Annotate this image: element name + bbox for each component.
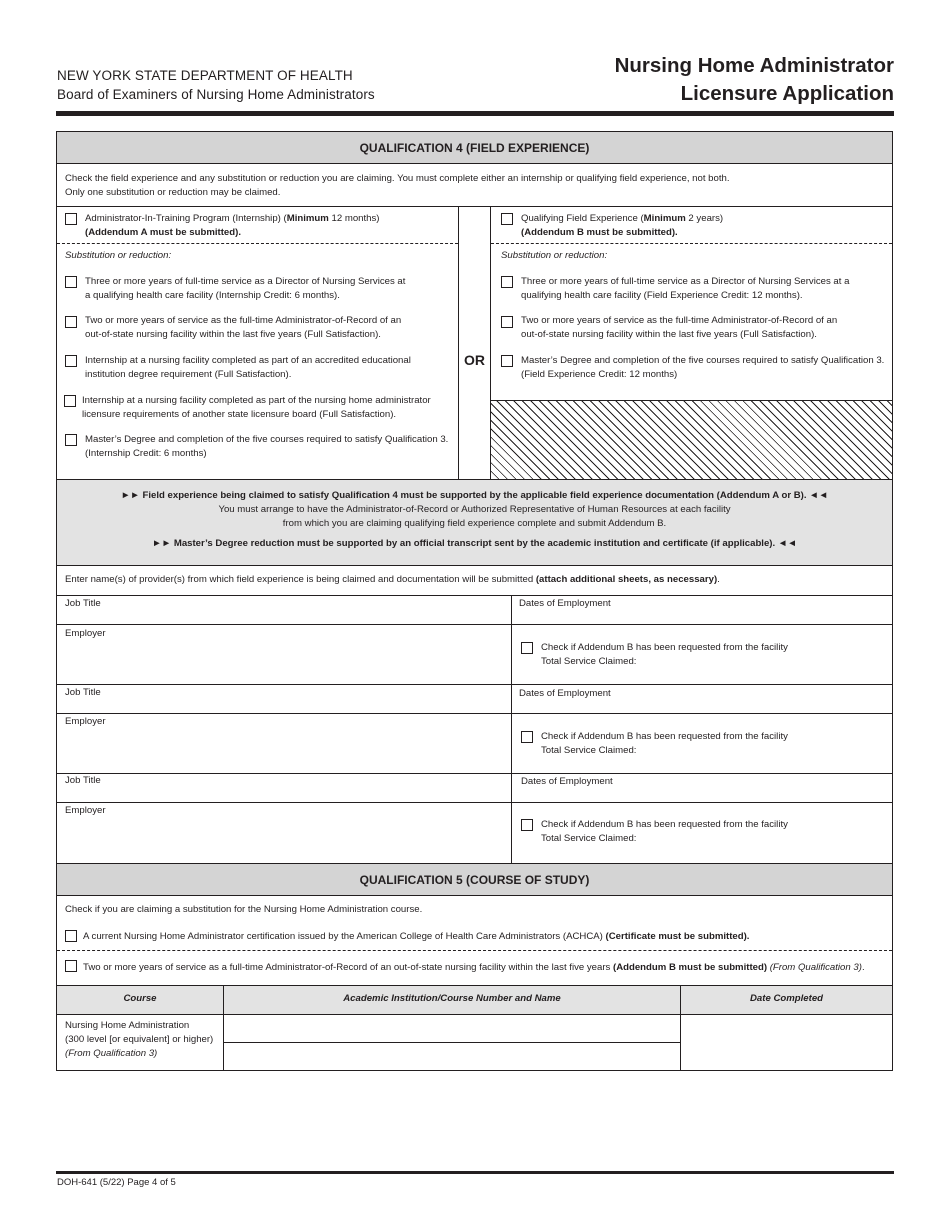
right-subst-checkbox-1[interactable] [501, 276, 513, 288]
board-name: Board of Examiners of Nursing Home Administrators [57, 87, 375, 102]
option-line: Three or more years of full-time service as a Director of Nursing Services at a [521, 276, 850, 287]
job-title-label: Job Title [65, 598, 101, 609]
addendum-b-text [541, 730, 788, 758]
hatched-na-area [491, 400, 892, 479]
note-arrange [57, 503, 892, 531]
left-subst-option-4 [82, 394, 431, 422]
right-subst-option-1 [521, 275, 849, 303]
note-line: You must arrange to have the Administrator-of-Record or Authorized Representative of Human Resources at each facility [218, 504, 731, 515]
oos-text: Two or more years of service as a full-time Administrator-of-Record of an out-of-state nursing facility within the last five years [83, 962, 613, 973]
agency-block [57, 66, 375, 104]
out-of-state-option [83, 961, 865, 975]
q4-heading [57, 132, 892, 164]
right-subst-checkbox-2[interactable] [501, 316, 513, 328]
option-line: out-of-state nursing facility within the last five years (Full Satisfaction). [521, 329, 817, 340]
form-title-line1: Nursing Home Administrator [614, 54, 894, 77]
col-institution: Academic Institution/Course Number and Name [343, 993, 561, 1004]
addendum-b-text [541, 641, 788, 669]
addendum-b-checkbox[interactable] [521, 642, 533, 654]
institution-field-1[interactable] [224, 1015, 680, 1042]
employer-label: Employer [65, 716, 106, 727]
col-date-completed: Date Completed [749, 993, 824, 1004]
left-subst-option-3 [85, 354, 411, 382]
addendum-check-label: Check if Addendum B has been requested from the facility [541, 642, 788, 653]
note-field-experience: ►► Field experience being claimed to satisfy Qualification 4 must be supported by the applicable field experience documentation (Addendum A or B). ◄◄ [120, 490, 829, 501]
option-line: a qualifying health care facility (Internship Credit: 6 months). [85, 290, 340, 301]
internship-checkbox[interactable] [65, 213, 77, 225]
left-subst-option-2 [85, 314, 401, 342]
option-line: Internship at a nursing facility completed as part of the nursing home administrator [82, 395, 431, 406]
providers-text: Enter name(s) of provider(s) from which field experience is being claimed and documentation will be submitted [65, 574, 536, 585]
divider [57, 595, 892, 596]
form-title [615, 52, 894, 108]
addendum-b-checkbox[interactable] [521, 731, 533, 743]
q5-heading [57, 863, 892, 896]
employer-label: Employer [65, 805, 106, 816]
addendum-b-checkbox[interactable] [521, 819, 533, 831]
institution-field-2[interactable] [224, 1043, 680, 1070]
job-title-label: Job Title [65, 775, 101, 786]
option-line: Master’s Degree and completion of the five courses required to satisfy Qualification 3. [521, 355, 885, 366]
course-line: (From Qualification 3) [65, 1048, 158, 1059]
form-id: DOH-641 (5/22) Page 4 of 5 [57, 1177, 176, 1188]
providers-instruction [65, 573, 720, 587]
left-subst-checkbox-5[interactable] [65, 434, 77, 446]
date-completed-field[interactable] [681, 1015, 892, 1070]
right-subst-option-3 [521, 354, 884, 382]
divider [57, 206, 892, 207]
addendum-check-label: Check if Addendum B has been requested from the facility [541, 731, 788, 742]
left-subst-label: Substitution or reduction: [65, 250, 172, 261]
total-service-label: Total Service Claimed: [541, 656, 637, 667]
q4-instructions [65, 172, 885, 200]
option-line: out-of-state nursing facility within the last five years (Full Satisfaction). [85, 329, 381, 340]
col-course: Course [123, 993, 157, 1004]
internship-text-b: Minimum [286, 213, 329, 224]
achca-option [83, 930, 749, 944]
out-of-state-checkbox[interactable] [65, 960, 77, 972]
addendum-b-text [541, 818, 788, 846]
option-line: qualifying health care facility (Field Experience Credit: 12 months). [521, 290, 803, 301]
achca-bold: (Certificate must be submitted). [605, 931, 750, 942]
dates-label: Dates of Employment [521, 776, 613, 787]
left-subst-checkbox-1[interactable] [65, 276, 77, 288]
option-line: licensure requirements of another state licensure board (Full Satisfaction). [82, 409, 397, 420]
option-line: (Field Experience Credit: 12 months) [521, 369, 678, 380]
divider [57, 684, 892, 685]
dates-label: Dates of Employment [519, 688, 611, 699]
dates-label: Dates of Employment [519, 598, 611, 609]
q5-check-intro: Check if you are claiming a substitution for the Nursing Home Administration course. [65, 904, 423, 915]
header-rule [56, 111, 894, 116]
dashed-divider [491, 243, 892, 244]
note-masters: ►► Master’s Degree reduction must be supported by an official transcript sent by the academic institution and certificate (if applicable). ◄◄ [152, 538, 797, 549]
right-subst-label: Substitution or reduction: [501, 250, 608, 261]
oos-italic: (From Qualification 3) [767, 962, 862, 973]
fe-text-a: Qualifying Field Experience ( [521, 213, 644, 224]
oos-bold: (Addendum B must be submitted) [613, 962, 768, 973]
internship-text-c: 12 months) [328, 213, 380, 224]
achca-checkbox[interactable] [65, 930, 77, 942]
employer-label: Employer [65, 628, 106, 639]
fe-text-c: 2 years) [685, 213, 724, 224]
agency-name: NEW YORK STATE DEPARTMENT OF HEALTH [57, 68, 353, 83]
footer-rule [56, 1171, 894, 1174]
field-experience-option [521, 212, 723, 240]
total-service-label: Total Service Claimed: [541, 745, 637, 756]
course-line: (300 level [or equivalent] or higher) [65, 1034, 214, 1045]
fe-text-b: Minimum [643, 213, 686, 224]
q4-instr-line2: Only one substitution or reduction may be claimed. [65, 187, 281, 198]
or-col-left-line [458, 207, 459, 479]
course-nha [65, 1019, 213, 1061]
left-subst-checkbox-2[interactable] [65, 316, 77, 328]
option-line: (Internship Credit: 6 months) [85, 448, 207, 459]
addendum-check-label: Check if Addendum B has been requested from the facility [541, 819, 788, 830]
option-line: Two or more years of service as the full-time Administrator-of-Record of an [521, 315, 838, 326]
q5-heading-text: QUALIFICATION 5 (COURSE OF STUDY) [359, 872, 590, 887]
internship-text-a: Administrator-In-Training Program (Internship) ( [85, 213, 287, 224]
dashed-divider [57, 950, 892, 951]
left-subst-checkbox-3[interactable] [65, 355, 77, 367]
internship-addendum: (Addendum A must be submitted). [85, 227, 241, 238]
option-line: institution degree requirement (Full Satisfaction). [85, 369, 292, 380]
internship-option [85, 212, 380, 240]
q4-instr-line1: Check the field experience and any substitution or reduction you are claiming. You must complete either an internship or qualifying field experience, not both. [65, 173, 730, 184]
divider [57, 713, 892, 714]
dashed-divider [57, 243, 458, 244]
left-subst-option-5 [85, 433, 448, 461]
right-subst-checkbox-3[interactable] [501, 355, 513, 367]
employment-col-line [511, 596, 512, 863]
note-line: from which you are claiming qualifying field experience complete and submit Addendum B. [282, 518, 667, 529]
providers-post: . [717, 574, 720, 585]
or-label: OR [464, 352, 485, 368]
q4-heading-text: QUALIFICATION 4 (FIELD EXPERIENCE) [359, 140, 590, 155]
divider [57, 773, 892, 774]
job-title-label: Job Title [65, 687, 101, 698]
divider [57, 565, 892, 566]
divider [57, 624, 892, 625]
oos-post: . [861, 962, 865, 973]
providers-bold: (attach additional sheets, as necessary) [535, 574, 718, 585]
fe-addendum: (Addendum B must be submitted). [521, 227, 678, 238]
option-line: Three or more years of full-time service as a Director of Nursing Services at [85, 276, 406, 287]
option-line: Two or more years of service as the full-time Administrator-of-Record of an [85, 315, 402, 326]
left-subst-option-1 [85, 275, 405, 303]
total-service-label: Total Service Claimed: [541, 833, 637, 844]
field-experience-checkbox[interactable] [501, 213, 513, 225]
left-subst-checkbox-4[interactable] [64, 395, 76, 407]
option-line: Master’s Degree and completion of the five courses required to satisfy Qualification 3. [85, 434, 449, 445]
right-subst-option-2 [521, 314, 837, 342]
course-line: Nursing Home Administration [65, 1020, 190, 1031]
achca-text: A current Nursing Home Administrator certification issued by the American College of Health Care Administrators (ACHCA) [83, 931, 606, 942]
option-line: Internship at a nursing facility completed as part of an accredited educational [85, 355, 411, 366]
divider [57, 802, 892, 803]
form-title-line2: Licensure Application [680, 82, 894, 105]
